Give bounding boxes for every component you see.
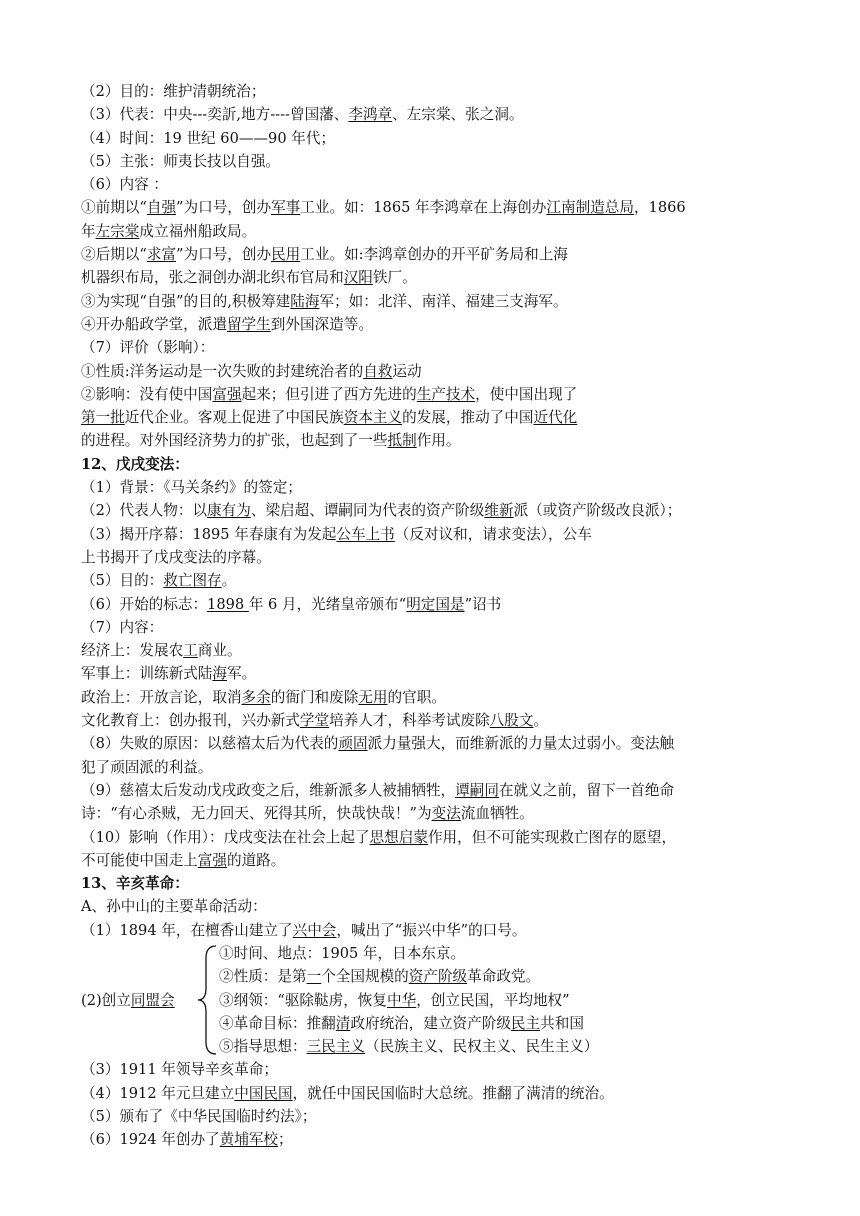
- text-line: [81, 756, 787, 779]
- underlined-keyword: 清: [335, 1014, 351, 1032]
- text-run: ②性质：是第: [219, 968, 307, 986]
- text-run: 经济上：发展农: [81, 642, 184, 660]
- text-run: (2)创立: [81, 991, 131, 1009]
- text-run: （1）1894 年，在檀香山建立了: [81, 921, 293, 939]
- underlined-keyword: 富强: [197, 851, 227, 869]
- underlined-keyword: 民用: [271, 246, 301, 264]
- text-run: 、左宗棠、张之洞。: [392, 106, 524, 124]
- underlined-keyword: 多余: [241, 688, 271, 706]
- text-run: 年 6 月，光绪皇帝颁布“: [248, 595, 407, 613]
- text-run: 军。: [226, 665, 257, 683]
- text-run: ，使中国出现了: [475, 385, 578, 403]
- text-run: （民族主义、民权主义、民生主义）: [364, 1038, 599, 1056]
- text-line: [81, 220, 787, 243]
- text-run: （5）目的：: [81, 572, 164, 590]
- underlined-keyword: 维新: [484, 502, 514, 520]
- text-line: [81, 499, 787, 522]
- text-run: ”为口号，创办: [176, 199, 272, 217]
- text-run: （2）代表人物：以: [81, 502, 208, 520]
- underlined-keyword: 江南制造总局: [546, 199, 634, 217]
- text-run: 流血牺牲。: [460, 805, 534, 823]
- underlined-keyword: 资产阶级: [408, 968, 468, 986]
- underlined-keyword: 第一批: [81, 409, 125, 427]
- text-line: [81, 453, 787, 476]
- section-lines-bottom: [81, 1058, 787, 1151]
- text-line: [81, 150, 787, 173]
- underlined-keyword: 自强: [146, 199, 177, 217]
- underlined-keyword: 中国民国: [234, 1084, 293, 1102]
- text-line: [81, 103, 787, 126]
- text-line: [81, 546, 787, 569]
- text-line: [81, 429, 787, 452]
- underlined-keyword: 谭嗣同: [455, 781, 499, 799]
- text-line: [81, 593, 787, 616]
- text-line: [81, 383, 787, 406]
- underlined-keyword: 资本主义: [343, 409, 403, 427]
- text-run: 派（或资产阶级改良派）；: [513, 502, 682, 520]
- text-line: [81, 1082, 787, 1105]
- underlined-keyword: 变法: [431, 805, 461, 823]
- text-run: 机器织布局，张之洞创办湖北织布官局和: [81, 269, 344, 287]
- text-run: 文化教育上：创办报刊，兴办新式: [81, 712, 300, 730]
- text-run: 政治上：开放言论，取消: [81, 688, 242, 706]
- underlined-keyword: 明定国是: [406, 595, 465, 613]
- text-run: 工业。如:李鸿章创办的开平矿务局和上海: [300, 246, 568, 264]
- underlined-keyword: 陆海: [290, 292, 320, 310]
- underlined-keyword: 顽固: [338, 735, 368, 753]
- text-line: [81, 290, 787, 313]
- text-run: 军事上：训练新式陆: [81, 665, 213, 683]
- text-line: [81, 476, 787, 499]
- text-line: [81, 895, 787, 918]
- text-run: 成立福州船政局。: [139, 222, 257, 240]
- text-line: [81, 1128, 787, 1151]
- underlined-keyword: 八股文: [489, 712, 534, 730]
- text-line: [81, 406, 787, 429]
- text-run: 近代企业。客观上促进了中国民族: [124, 409, 344, 427]
- text-line: [81, 639, 787, 662]
- text-run: 个全国规模的: [321, 968, 409, 986]
- underlined-keyword: 富强: [212, 385, 242, 403]
- underlined-keyword: 中华: [387, 991, 417, 1009]
- underlined-keyword: 一: [306, 968, 322, 986]
- text-line: [81, 243, 787, 266]
- text-run: ”为口号，创办: [176, 246, 272, 264]
- underlined-keyword: 康有为: [207, 502, 251, 520]
- curly-brace-icon: [196, 944, 218, 1056]
- text-run: ①时间、地点：1905 年，日本东京。: [219, 944, 466, 962]
- text-run: 不可能使中国走上: [81, 851, 198, 869]
- text-run: ④革命目标：推翻: [219, 1014, 336, 1032]
- text-line: [81, 732, 787, 755]
- text-run: ，创立民国，平均地权”: [416, 991, 570, 1009]
- text-run: （3）揭开序幕：1895 年春康有为发起: [81, 525, 337, 543]
- underlined-keyword: 李鸿章: [348, 106, 393, 124]
- text-line: [219, 965, 598, 988]
- text-run: 运动: [392, 362, 422, 380]
- text-run: 上书揭开了戊戌变法的序幕。: [81, 548, 271, 566]
- underlined-keyword: 黄埔军校: [219, 1131, 279, 1149]
- underlined-keyword: 兴中会: [292, 921, 337, 939]
- text-run: （9）慈禧太后发动戊戌政变之后，维新派多人被捕牺牲，: [81, 781, 456, 799]
- text-run: （6）开始的标志：: [81, 595, 208, 613]
- underlined-keyword: 1898: [207, 595, 249, 613]
- underlined-keyword: 公车上书: [336, 525, 395, 543]
- text-run: 工业。如：1865 年李鸿章在上海创办: [300, 199, 547, 217]
- text-run: ”诏书: [464, 595, 502, 613]
- text-run: （6）内容 ：: [81, 176, 168, 194]
- text-line: [219, 1012, 598, 1035]
- text-run: 的发展，推动了中国: [402, 409, 534, 427]
- underlined-keyword: 汉阳: [343, 269, 373, 287]
- text-run: 年: [81, 222, 96, 240]
- text-run: A、孙中山的主要革命活动：: [81, 898, 267, 916]
- text-run: （10）影响（作用）：戊戌变法在社会上起了: [81, 828, 370, 846]
- text-line: [81, 80, 787, 103]
- text-run: ③纲领：“驱除鞑虏，恢复: [219, 991, 387, 1009]
- tongmenghui-bracket-block: [81, 942, 787, 1059]
- text-run: ①前期以“: [81, 199, 147, 217]
- underlined-keyword: 海: [212, 665, 227, 683]
- text-line: [219, 942, 598, 965]
- text-run: 的进程。对外国经济势力的扩张，也起到了一些: [81, 432, 388, 450]
- underlined-keyword: 三民主义: [306, 1038, 365, 1056]
- underlined-keyword: 思想启蒙: [369, 828, 428, 846]
- text-run: 商业。: [197, 642, 242, 660]
- bracket-label: [81, 989, 175, 1012]
- text-line: [81, 313, 787, 336]
- text-run: 、梁启超、谭嗣同为代表的资产阶级: [250, 502, 485, 520]
- text-run: （2）目的：维护清朝统治；: [81, 83, 266, 100]
- text-line: [81, 849, 787, 872]
- underlined-keyword: 军事: [271, 199, 301, 217]
- text-run: ④开办船政学堂，派遣: [81, 315, 227, 333]
- text-run: 政府统治，建立资产阶级: [350, 1014, 511, 1032]
- text-line: [81, 1058, 787, 1081]
- text-run: 起来；但引进了西方先进的: [241, 385, 417, 403]
- underlined-keyword: 生产技术: [416, 385, 476, 403]
- underlined-keyword: 留学生: [226, 315, 271, 333]
- text-run: 军；如：北洋、南洋、福建三支海军。: [319, 292, 568, 310]
- text-run: 的衙门和废除: [270, 688, 359, 706]
- text-line: [81, 266, 787, 289]
- text-run: 犯了顽固派的利益。: [81, 758, 213, 776]
- text-run: ，就任中国民国临时大总统。推翻了满清的统治。: [292, 1084, 614, 1102]
- text-run: ，1866: [633, 199, 686, 217]
- text-line: [219, 1035, 598, 1058]
- text-line: [81, 336, 787, 359]
- text-line: [81, 569, 787, 592]
- text-line: [81, 1105, 787, 1128]
- underlined-keyword: 左宗棠: [95, 222, 140, 240]
- text-line: [81, 523, 787, 546]
- bracket-lines: [219, 942, 598, 1058]
- text-run: （4）时间：19 世纪 60——90 年代；: [81, 129, 336, 147]
- text-run: ⑤指导思想：: [219, 1038, 307, 1056]
- text-line: [81, 872, 787, 895]
- text-line: [81, 127, 787, 150]
- text-run: ①性质:洋务运动是一次失败的封建统治者的: [81, 362, 364, 380]
- text-run: （6）1924 年创办了: [81, 1131, 220, 1149]
- text-run: 作用。: [416, 432, 461, 450]
- text-line: [81, 802, 787, 825]
- underlined-keyword: 抵制: [387, 432, 417, 450]
- underlined-keyword: 无用: [358, 688, 388, 706]
- section-heading: 12、戊戌变法：: [81, 455, 189, 473]
- text-run: 在就义之前，留下一首绝命: [498, 781, 675, 799]
- text-run: 作用，但不可能实现救亡图存的愿望，: [427, 828, 677, 846]
- text-run: （反对议和，请求变法），公车: [394, 525, 592, 543]
- text-run: 到外国深造等。: [270, 315, 373, 333]
- text-run: 铁厂。: [372, 269, 417, 287]
- text-run: 派力量强大，而维新派的力量太过弱小。变法触: [367, 735, 675, 753]
- document-page: [81, 80, 787, 1152]
- text-line: [81, 919, 787, 942]
- text-line: [81, 826, 787, 849]
- underlined-keyword: 学堂: [299, 712, 330, 730]
- text-run: ②影响：没有使中国: [81, 385, 213, 403]
- underlined-keyword: 近代化: [533, 409, 578, 427]
- section-heading: 13、辛亥革命：: [81, 875, 189, 893]
- text-run: 。: [533, 712, 549, 730]
- text-run: ；: [278, 1131, 293, 1149]
- text-run: （5）颁布了《中华民国临时约法》；: [81, 1108, 317, 1126]
- text-run: 。: [221, 572, 237, 590]
- text-line: [219, 989, 598, 1012]
- underlined-keyword: 民主: [510, 1014, 541, 1032]
- text-line: [81, 686, 787, 709]
- text-run: （5）主张：师夷长技以自强。: [81, 152, 281, 170]
- text-line: [81, 709, 787, 732]
- text-run: 共和国: [540, 1014, 584, 1032]
- text-run: 的官职。: [387, 688, 446, 706]
- text-line: [81, 616, 787, 639]
- text-line: [81, 173, 787, 196]
- text-run: （3）代表：中央---奕訢,地方----曾国藩、: [81, 106, 349, 124]
- text-run: ②后期以“: [81, 246, 147, 264]
- text-run: 诗：“有心杀贼，无力回天、死得其所，快哉快哉！”为: [81, 805, 432, 823]
- text-line: [81, 360, 787, 383]
- underlined-keyword: 救亡图存: [163, 572, 222, 590]
- text-run: 革命政党。: [467, 968, 541, 986]
- text-run: （3）1911 年领导辛亥革命；: [81, 1061, 279, 1079]
- text-line: [81, 662, 787, 685]
- text-line: [81, 779, 787, 802]
- underlined-keyword: 同盟会: [130, 991, 175, 1009]
- text-run: ③为实现“自强”的目的,积极筹建: [81, 292, 291, 310]
- underlined-keyword: 求富: [146, 246, 177, 264]
- text-run: ，喊出了“振兴中华”的口号。: [336, 921, 527, 939]
- underlined-keyword: 工: [183, 642, 198, 660]
- text-run: （7）内容：: [81, 618, 164, 636]
- text-line: [81, 196, 787, 219]
- text-run: （1）背景：《马关条约》的签定；: [81, 479, 302, 497]
- underlined-keyword: 自救: [363, 362, 393, 380]
- text-run: 的道路。: [226, 851, 286, 869]
- text-run: （4）1912 年元旦建立: [81, 1084, 235, 1102]
- text-run: （7）评价（影响）：: [81, 339, 215, 357]
- text-run: （8）失败的原因：以慈禧太后为代表的: [81, 735, 339, 753]
- section-lines-top: [81, 80, 787, 942]
- text-run: 培养人才，科举考试废除: [329, 712, 490, 730]
